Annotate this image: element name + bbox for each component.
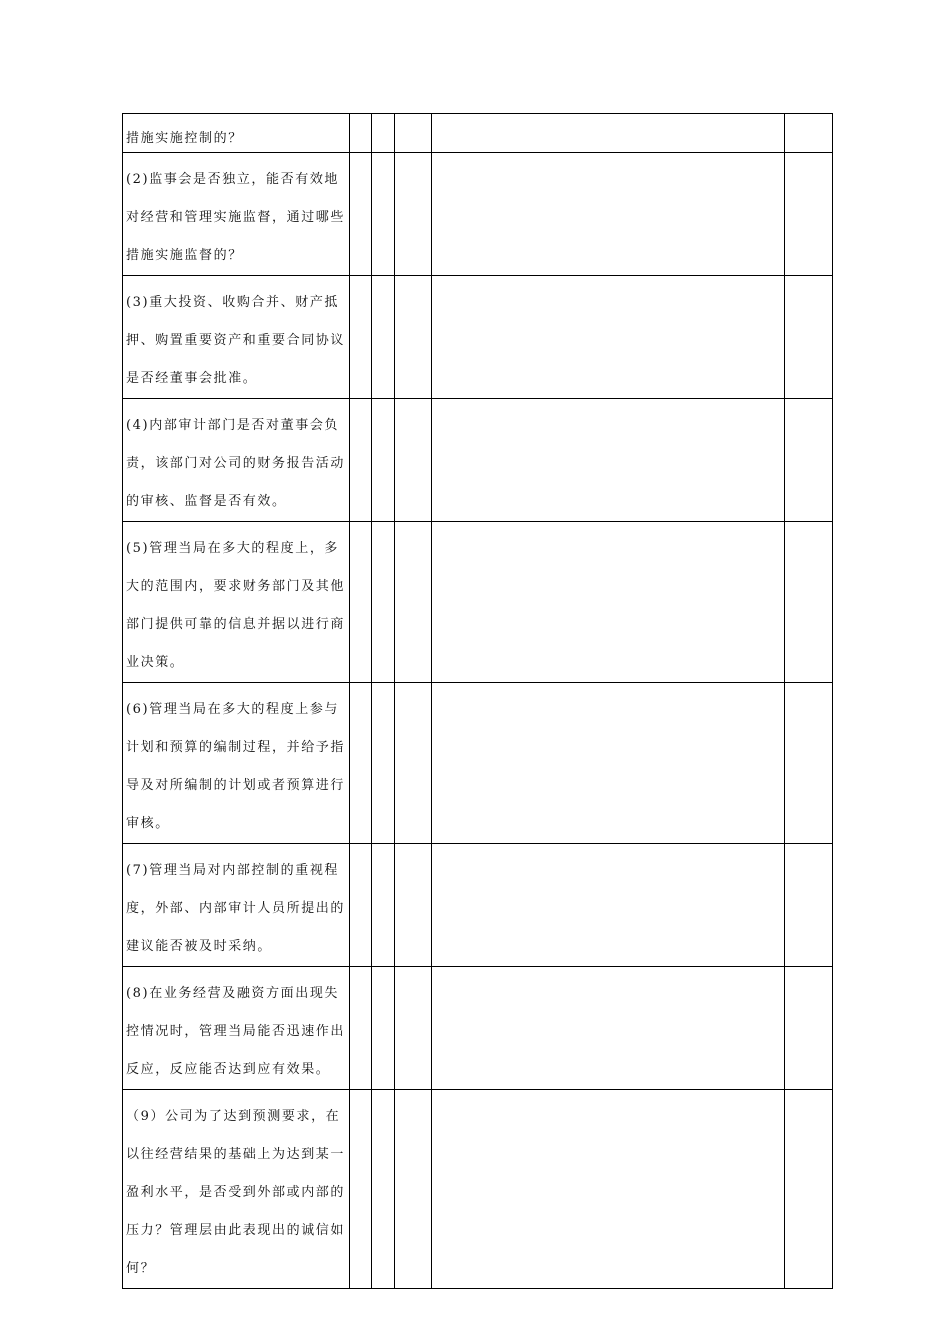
question-cell <box>123 683 350 844</box>
reference-cell[interactable] <box>785 399 833 522</box>
na-cell[interactable] <box>395 276 432 399</box>
table-row <box>123 276 833 399</box>
question-cell <box>123 522 350 683</box>
no-cell[interactable] <box>372 522 395 683</box>
na-cell[interactable] <box>395 844 432 967</box>
description-cell[interactable] <box>432 276 785 399</box>
description-cell[interactable] <box>432 844 785 967</box>
table-row <box>123 399 833 522</box>
table-row <box>123 683 833 844</box>
table-row <box>123 153 833 276</box>
question-cell <box>123 153 350 276</box>
na-cell[interactable] <box>395 967 432 1090</box>
question-text: (4)内部审计部门是否对董事会负责，该部门对公司的财务报告活动的审核、监督是否有效。 <box>126 418 346 509</box>
yes-cell[interactable] <box>350 967 372 1090</box>
table-row <box>123 844 833 967</box>
description-cell[interactable] <box>432 967 785 1090</box>
question-cell <box>123 399 350 522</box>
no-cell[interactable] <box>372 967 395 1090</box>
reference-cell[interactable] <box>785 114 833 153</box>
internal-control-checklist-table <box>122 113 833 1289</box>
description-cell[interactable] <box>432 114 785 153</box>
na-cell[interactable] <box>395 1090 432 1289</box>
yes-cell[interactable] <box>350 522 372 683</box>
reference-cell[interactable] <box>785 844 833 967</box>
description-cell[interactable] <box>432 399 785 522</box>
question-text: (6)管理当局在多大的程度上参与计划和预算的编制过程，并给予指导及对所编制的计划或者预算进行审核。 <box>126 702 346 831</box>
question-cell <box>123 844 350 967</box>
yes-cell[interactable] <box>350 1090 372 1289</box>
no-cell[interactable] <box>372 399 395 522</box>
question-cell <box>123 967 350 1090</box>
no-cell[interactable] <box>372 683 395 844</box>
yes-cell[interactable] <box>350 276 372 399</box>
description-cell[interactable] <box>432 683 785 844</box>
question-text: (7)管理当局对内部控制的重视程度，外部、内部审计人员所提出的建议能否被及时采纳。 <box>126 863 346 954</box>
yes-cell[interactable] <box>350 153 372 276</box>
reference-cell[interactable] <box>785 522 833 683</box>
no-cell[interactable] <box>372 1090 395 1289</box>
reference-cell[interactable] <box>785 683 833 844</box>
no-cell[interactable] <box>372 153 395 276</box>
description-cell[interactable] <box>432 522 785 683</box>
table-row <box>123 114 833 153</box>
na-cell[interactable] <box>395 522 432 683</box>
na-cell[interactable] <box>395 153 432 276</box>
yes-cell[interactable] <box>350 683 372 844</box>
question-text: (8)在业务经营及融资方面出现失控情况时，管理当局能否迅速作出反应，反应能否达到应有效果。 <box>126 986 346 1077</box>
reference-cell[interactable] <box>785 153 833 276</box>
description-cell[interactable] <box>432 153 785 276</box>
question-text: (2)监事会是否独立，能否有效地对经营和管理实施监督，通过哪些措施实施监督的？ <box>126 172 346 263</box>
question-text: 措施实施控制的？ <box>126 131 243 146</box>
reference-cell[interactable] <box>785 1090 833 1289</box>
question-text: （9）公司为了达到预测要求，在以往经营结果的基础上为达到某一盈利水平，是否受到外部或内部的压力？管理层由此表现出的诚信如何？ <box>126 1109 346 1276</box>
yes-cell[interactable] <box>350 844 372 967</box>
na-cell[interactable] <box>395 399 432 522</box>
question-cell <box>123 1090 350 1289</box>
question-cell <box>123 276 350 399</box>
yes-cell[interactable] <box>350 114 372 153</box>
yes-cell[interactable] <box>350 399 372 522</box>
question-cell <box>123 114 350 153</box>
no-cell[interactable] <box>372 844 395 967</box>
no-cell[interactable] <box>372 114 395 153</box>
na-cell[interactable] <box>395 114 432 153</box>
reference-cell[interactable] <box>785 276 833 399</box>
reference-cell[interactable] <box>785 967 833 1090</box>
no-cell[interactable] <box>372 276 395 399</box>
table-row <box>123 522 833 683</box>
question-text: (5)管理当局在多大的程度上，多大的范围内，要求财务部门及其他部门提供可靠的信息并据以进行商业决策。 <box>126 541 346 670</box>
description-cell[interactable] <box>432 1090 785 1289</box>
na-cell[interactable] <box>395 683 432 844</box>
question-text: (3)重大投资、收购合并、财产抵押、购置重要资产和重要合同协议是否经董事会批准。 <box>126 295 346 386</box>
table-row <box>123 1090 833 1289</box>
table-row <box>123 967 833 1090</box>
